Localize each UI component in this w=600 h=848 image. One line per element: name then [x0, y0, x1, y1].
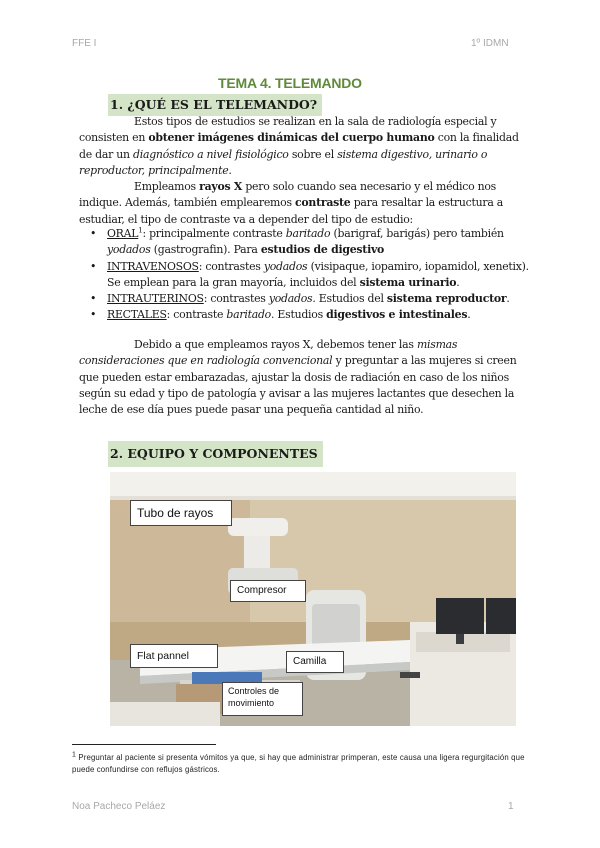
section-heading-1: 1. ¿QUÉ ES EL TELEMANDO?: [108, 94, 322, 116]
intro-paragraphs: [79, 114, 528, 228]
equipment-photo: [110, 472, 516, 726]
label-compresor: Compresor: [230, 580, 306, 602]
list-item-intrauterinos: • INTRAUTERINOS: contrastes yodados. Estudios del sistema reproductor.: [90, 292, 510, 306]
paragraph-contrast: Empleamos rayos X pero solo cuando sea necesario y el médico nos indique. Además, también emplearemos contraste para resaltar la estructura a estudiar, el tipo de contraste va a depender del tipo de estudio:: [79, 180, 504, 226]
list-item-intravenosos: • INTRAVENOSOS: contrastes yodados (visipaque, iopamiro, iopamidol, xenetix). Se emplean para la gran mayoría, incluidos del sistema urinario.: [90, 259, 529, 289]
footer-author: Noa Pacheco Peláez: [72, 801, 166, 812]
label-tubo-de-rayos: Tubo de rayos: [130, 500, 232, 526]
contrast-list: [90, 226, 530, 324]
footnote-divider: [72, 744, 216, 745]
label-flat-pannel: Flat pannel: [130, 644, 218, 668]
section-heading-2: 2. EQUIPO Y COMPONENTES: [108, 441, 323, 467]
paragraph-definition: Estos tipos de estudios se realizan en la sala de radiología especial y consisten en obtener imágenes dinámicas del cuerpo humano con la finalidad de dar un diagnóstico a nivel fisiológico sobre el sistema digestivo, urinario o reproductor, principalmente.: [79, 115, 519, 177]
paragraph-considerations: Debido a que empleamos rayos X, debemos tener las mismas consideraciones que en radiología convencional y preguntar a las mujeres si creen que pueden estar embarazadas, ajustar la dosis de radiación en caso de los niños según su edad y tipo de patología y avisar a las mujeres lactantes que desechen la leche de ese día pues puede pasar una pequeña cantidad al niño.: [79, 338, 517, 417]
footnote: $^1$ Preguntar al paciente si presenta vómitos ya que, si hay que administrar primperan, este causa una ligera regurgitación que puede confundirse con reflujos gástricos.: [72, 751, 525, 774]
footer-page-number: 1: [508, 801, 514, 812]
page-title: TEMA 4. TELEMANDO: [218, 75, 362, 91]
label-camilla: Camilla: [286, 651, 344, 673]
list-item-rectales: • RECTALES: contraste baritado. Estudios digestivos e intestinales.: [90, 308, 471, 322]
label-controles: Controles de movimiento: [222, 682, 303, 716]
header-year: 1º IDMN: [471, 38, 509, 49]
header-course: FFE I: [72, 38, 97, 49]
list-item-oral: • ORAL$^1$: principalmente contraste baritado (barigraf, barigás) pero también yodados (gastrografin). Para estudios de digestivo: [90, 226, 504, 257]
